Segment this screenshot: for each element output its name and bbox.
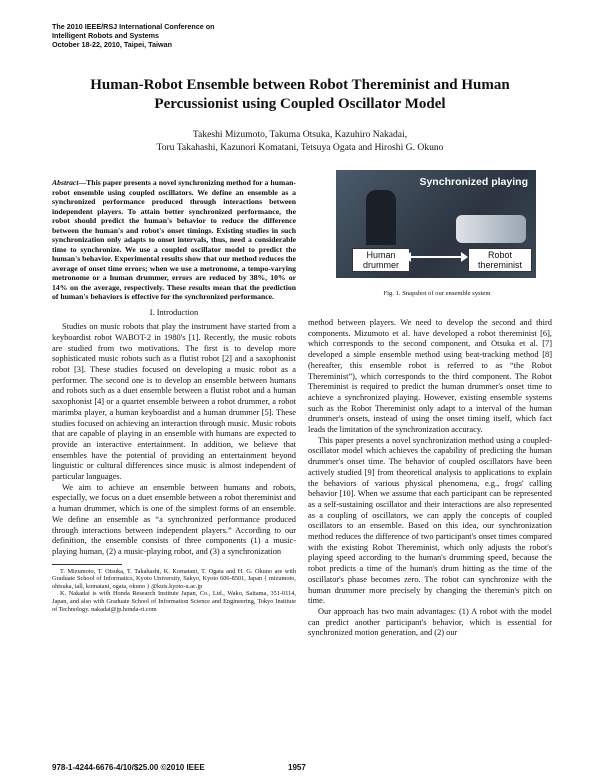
conference-line: Intelligent Robots and Systems [52, 31, 160, 40]
footnote-divider [52, 564, 122, 565]
figure-caption: Fig. 1. Snapshot of our ensemble system [383, 290, 491, 297]
body-paragraph: This paper presents a novel synchronization method using a coupled-oscillator model which achieves the capability of predicting the human drummer's onset time. The behavior of coupled oscillators have been actively studied [9] from theoretical analysis to applications to explain the behaviors of various physical phenomena, e.g., frogs' calling behavior [10]. When we assume that each participant can be represented as a self-sustaining oscillator and their interactions are also represented as a coupling of oscillators, we can apply the concepts of coupled oscillators to an ensemble. Based on this idea, our synchronization method reduces the difference of two participant's onset times compared with the existing Robot Thereminist, which only adjusts the robot's playing speed according to the human's drumming speed, because the robot predicts a time of the human's drum hitting as the time of the oscillator's phase becomes zero. The robot can synchronize with the human drummer more precisely by changing the theremin's pitch on time. [308, 435, 552, 606]
section-heading: I. Introduction [149, 307, 199, 317]
page-number: 1957 [288, 763, 306, 772]
figure-overlay-label: Synchronized playing [419, 176, 528, 188]
intro-paragraph: Studies on music robots that play the instrument have started from a keyboardist robot WABOT-2 in 1980's [1]. Recently, the music robots are studied from two motivations. The first is to develop more sophisticated music robots such as a flutist robot [2] and a saxophonist robot [3]. These studies focused on developing a music robot as a performer. The second one is to develop an ensemble between humans and robots such as a duet ensemble between a flutist robot and a human saxophonist [4] or a quartet ensemble between a robot drummer, a robot marimba player, a human keyboardist and a human drummer [5]. These studies focused on achieving an interaction through music. Music robots that are capable of playing in an ensemble with humans are expected to provide an interactive entertainment. In addition, we believe that ensembles have the potential of providing an entertainment beyond linguistic or cultural differences since music is almost independent of particular languages. [52, 322, 296, 482]
abstract-label: Abstract [52, 178, 79, 187]
author-line: Takeshi Mizumoto, Takuma Otsuka, Kazuhiro Nakadai, [192, 129, 408, 140]
author-list [50, 128, 550, 154]
right-column [308, 318, 552, 639]
footnote: T. Mizumoto, T. Otsuka, T. Takahashi, K. Komatani, T. Ogata and H. G. Okuno are with Graduate School of Informatics, Kyoto University, Sakyo, Kyoto 606-8501, Japan { mizumoto, ohtsuka, tall, komatani, ogata, okuno } @kuis.kyoto-u.ac.jp [52, 567, 296, 590]
robot-arm-silhouette [456, 215, 526, 243]
author-line: Toru Takahashi, Kazunori Komatani, Tetsuya Ogata and Hiroshi G. Okuno [156, 142, 444, 153]
copyright-footer: 978-1-4244-6676-4/10/$25.00 ©2010 IEEE [52, 763, 205, 772]
robot-thereminist-label: Robot thereminist [468, 248, 532, 272]
conference-line: The 2010 IEEE/RSJ International Conference on [52, 22, 215, 31]
body-paragraph: Our approach has two main advantages: (1) A robot with the model can predict another participant's behavior, which is essential for synchronized motion generation, and (2) our [308, 606, 552, 638]
intro-paragraph: We aim to achieve an ensemble between humans and robots, especially, we focus on a duet ensemble between a robot thereminist and a human drummer, which is one of the simplest forms of an ensemble. We define an ensemble as “a synchronized performance produced through interactions between independent players.” According to our definition, the ensemble consists of three components (1) a music-playing human, (2) a music-playing robot, and (3) a synchronization [52, 482, 296, 556]
double-arrow-icon [410, 256, 462, 258]
ensemble-figure [336, 170, 536, 278]
abstract [52, 178, 296, 302]
human-drummer-silhouette [366, 190, 396, 245]
paper-title: Human-Robot Ensemble between Robot Thereminist and Human Percussionist using Coupled Oscillator Model [90, 77, 510, 112]
conference-header [52, 22, 215, 49]
conference-line: October 18-22, 2010, Taipei, Taiwan [52, 40, 172, 49]
human-drummer-label: Human drummer [352, 248, 410, 272]
footnote: K. Nakadai is with Honda Research Institute Japan, Co., Ltd., Wako, Saitama, 351-0114, Japan, and also with Graduate School of Information Science and Engineering, Tokyo Institute of Technology. nakadai@jp.honda-ri.com [52, 590, 296, 613]
left-column [52, 178, 296, 613]
abstract-text: —This paper presents a novel synchronizing method for a human-robot ensemble using coupled oscillators. We define an ensemble as a synchronized performance produced through interactions between independent players. To attain better synchronized performance, the robot should predict the human's behavior to reduce the difference between the human's and robot's onset timings. Existing studies in such synchronization only adapts to onset intervals, thus, need a considerable time to synchronize. We use a coupled oscillator model to predict the human's behavior. Experimental results show that our method reduces the average of onset time errors; when we use a metronome, a tempo-varying metronome or a human drummer, errors are reduced by 38%, 10% or 14% on the average, respectively. These results mean that the prediction of human's behaviors is effective for the synchronized performance. [52, 178, 296, 301]
body-paragraph: method between players. We need to develop the second and third components. Mizumoto et al. have developed a robot thereminist [6], which corresponds to the second component, and Otsuka et al. [7] developed a simple ensemble method using beat-tracking method [8] (hereafter, this ensemble robot is referred to as “the Robot Thereminist”), which corresponds to the third component. The Robot Thereminist is required to predict the human drummer's onset time to achieve a synchronized playing. However, existing ensemble systems such as the Robot Thereminist only adapt to a interval of the human drummer's onsets, instead of using the onset timing itself, which fact leads the limitation of the synchronization accuracy. [308, 318, 552, 435]
